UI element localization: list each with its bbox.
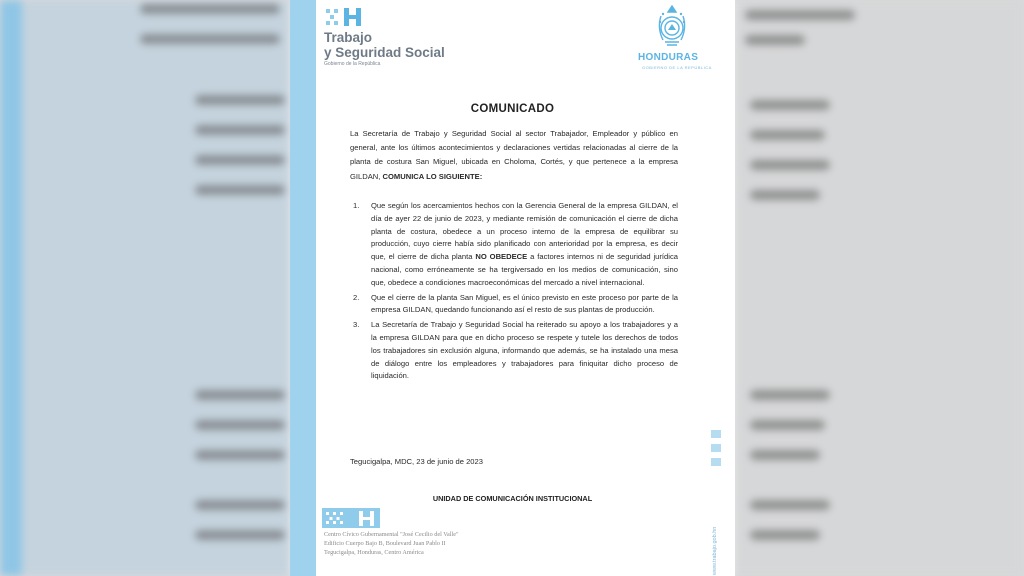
background-text-line — [195, 155, 285, 165]
side-decor-block — [711, 430, 721, 438]
background-text-line — [195, 530, 285, 540]
footer-address-line1: Centro Cívico Gubernamental "José Cecilio del Valle" — [324, 531, 459, 538]
page-left-stripe — [290, 0, 316, 576]
background-text-line — [195, 500, 285, 510]
footer-logo — [322, 508, 380, 528]
document-title: COMUNICADO — [470, 103, 555, 115]
country-subtitle: GOBIERNO DE LA REPÚBLICA — [642, 65, 712, 70]
background-text-line — [195, 185, 285, 195]
background-text-line — [750, 190, 820, 200]
background-text-line — [750, 390, 830, 400]
footer-address-line2: Edificio Cuerpo Bajo B, Boulevard Juan Pablo II — [324, 540, 446, 547]
list-item — [350, 319, 678, 383]
background-text-line — [195, 390, 285, 400]
background-text-line — [140, 4, 280, 14]
list-item-number: 1. — [353, 201, 360, 210]
background-blue-stripe — [0, 0, 22, 576]
brand-subtitle: Gobierno de la República — [324, 61, 381, 67]
background-text-line — [750, 100, 830, 110]
background-text-line — [750, 450, 820, 460]
place-date: Tegucigalpa, MDC, 23 de junio de 2023 — [350, 457, 483, 466]
intro-text: La Secretaría de Trabajo y Seguridad Social al sector Trabajador, Empleador y público en general, ante los últimos acontecimientos y declaraciones vertidas relacionadas al cierre de la planta de costura San Miguel, ubicada en Choloma, Cortés, y que pertenece a la empresa GILDAN, — [350, 129, 678, 181]
side-decor-block — [711, 444, 721, 452]
coat-of-arms-icon — [655, 4, 689, 50]
footer-h-logo-icon — [322, 508, 380, 528]
background-text-line — [745, 35, 805, 45]
background-text-line — [750, 530, 820, 540]
background-text-line — [745, 10, 855, 20]
background-text-line — [195, 95, 285, 105]
list-item-text: La Secretaría de Trabajo y Seguridad Social ha reiterado su apoyo a los trabajadores y a la empresa GILDAN para que en dicho proceso se respete y tutele los derechos de todos los trabajadores sin exclusión alguna, informando que además, se ha instalado una mesa de diálogo entre los empleadores y trabajadores para finiquitar dicho proceso de liquidación. — [371, 320, 678, 381]
brand-title-line1: Trabajo — [324, 30, 373, 45]
intro-bold-text: COMUNICA LO SIGUIENTE: — [382, 171, 483, 181]
signature-unit: UNIDAD DE COMUNICACIÓN INSTITUCIONAL — [432, 494, 593, 503]
list-item-bold-text: NO OBEDECE — [475, 252, 528, 262]
background-text-line — [750, 160, 830, 170]
background-text-line — [195, 420, 285, 430]
side-decor-block — [711, 458, 721, 466]
list-item-number: 2. — [353, 292, 360, 302]
document-page — [290, 0, 735, 576]
list-item — [350, 292, 678, 318]
intro-paragraph — [350, 127, 678, 184]
list-item-text: Que según los acercamientos hechos con la Gerencia General de la empresa GILDAN, el día de ayer 22 de junio de 2023, y mediante remisión de comunicación el cierre de dicha planta de costura, obedece a un proceso interno de la empresa de equilibrar su producción, cuyo cierre había sido planificado con anterioridad por la empresa, es decir que, el cierre de dicha planta — [371, 201, 678, 262]
list-item-number: 3. — [353, 320, 360, 330]
background-text-line — [195, 450, 285, 460]
background-text-line — [750, 420, 825, 430]
background-right-band — [735, 0, 1024, 576]
numbered-list — [350, 200, 678, 385]
list-item — [350, 200, 678, 290]
background-text-line — [750, 500, 830, 510]
brand-title-line2: y Seguridad Social — [324, 45, 445, 60]
list-item-text-continued: a factores internos ni de seguridad jurídica nacional, como erróneamente se ha tergiversado en los medios de comunicación, sino que, obedece a condiciones macroeconómicas del mercado a nivel internacional. — [371, 252, 678, 287]
list-item-text: Que el cierre de la planta San Miguel, es el único previsto en este proceso por parte de la empresa GILDAN, quedando funcionando así el resto de sus plantas de producción. — [371, 292, 678, 315]
country-name: HONDURAS — [638, 52, 699, 63]
footer-address-line3: Tegucigalpa, Honduras, Centro América — [324, 549, 424, 556]
background-text-line — [195, 125, 285, 135]
background-text-line — [140, 34, 280, 44]
brand-title — [324, 30, 445, 60]
h-logo-icon — [324, 6, 368, 28]
footer-website[interactable]: www.trabajo.gob.hn — [712, 526, 718, 575]
background-left-band — [0, 0, 290, 576]
background-text-line — [750, 130, 825, 140]
